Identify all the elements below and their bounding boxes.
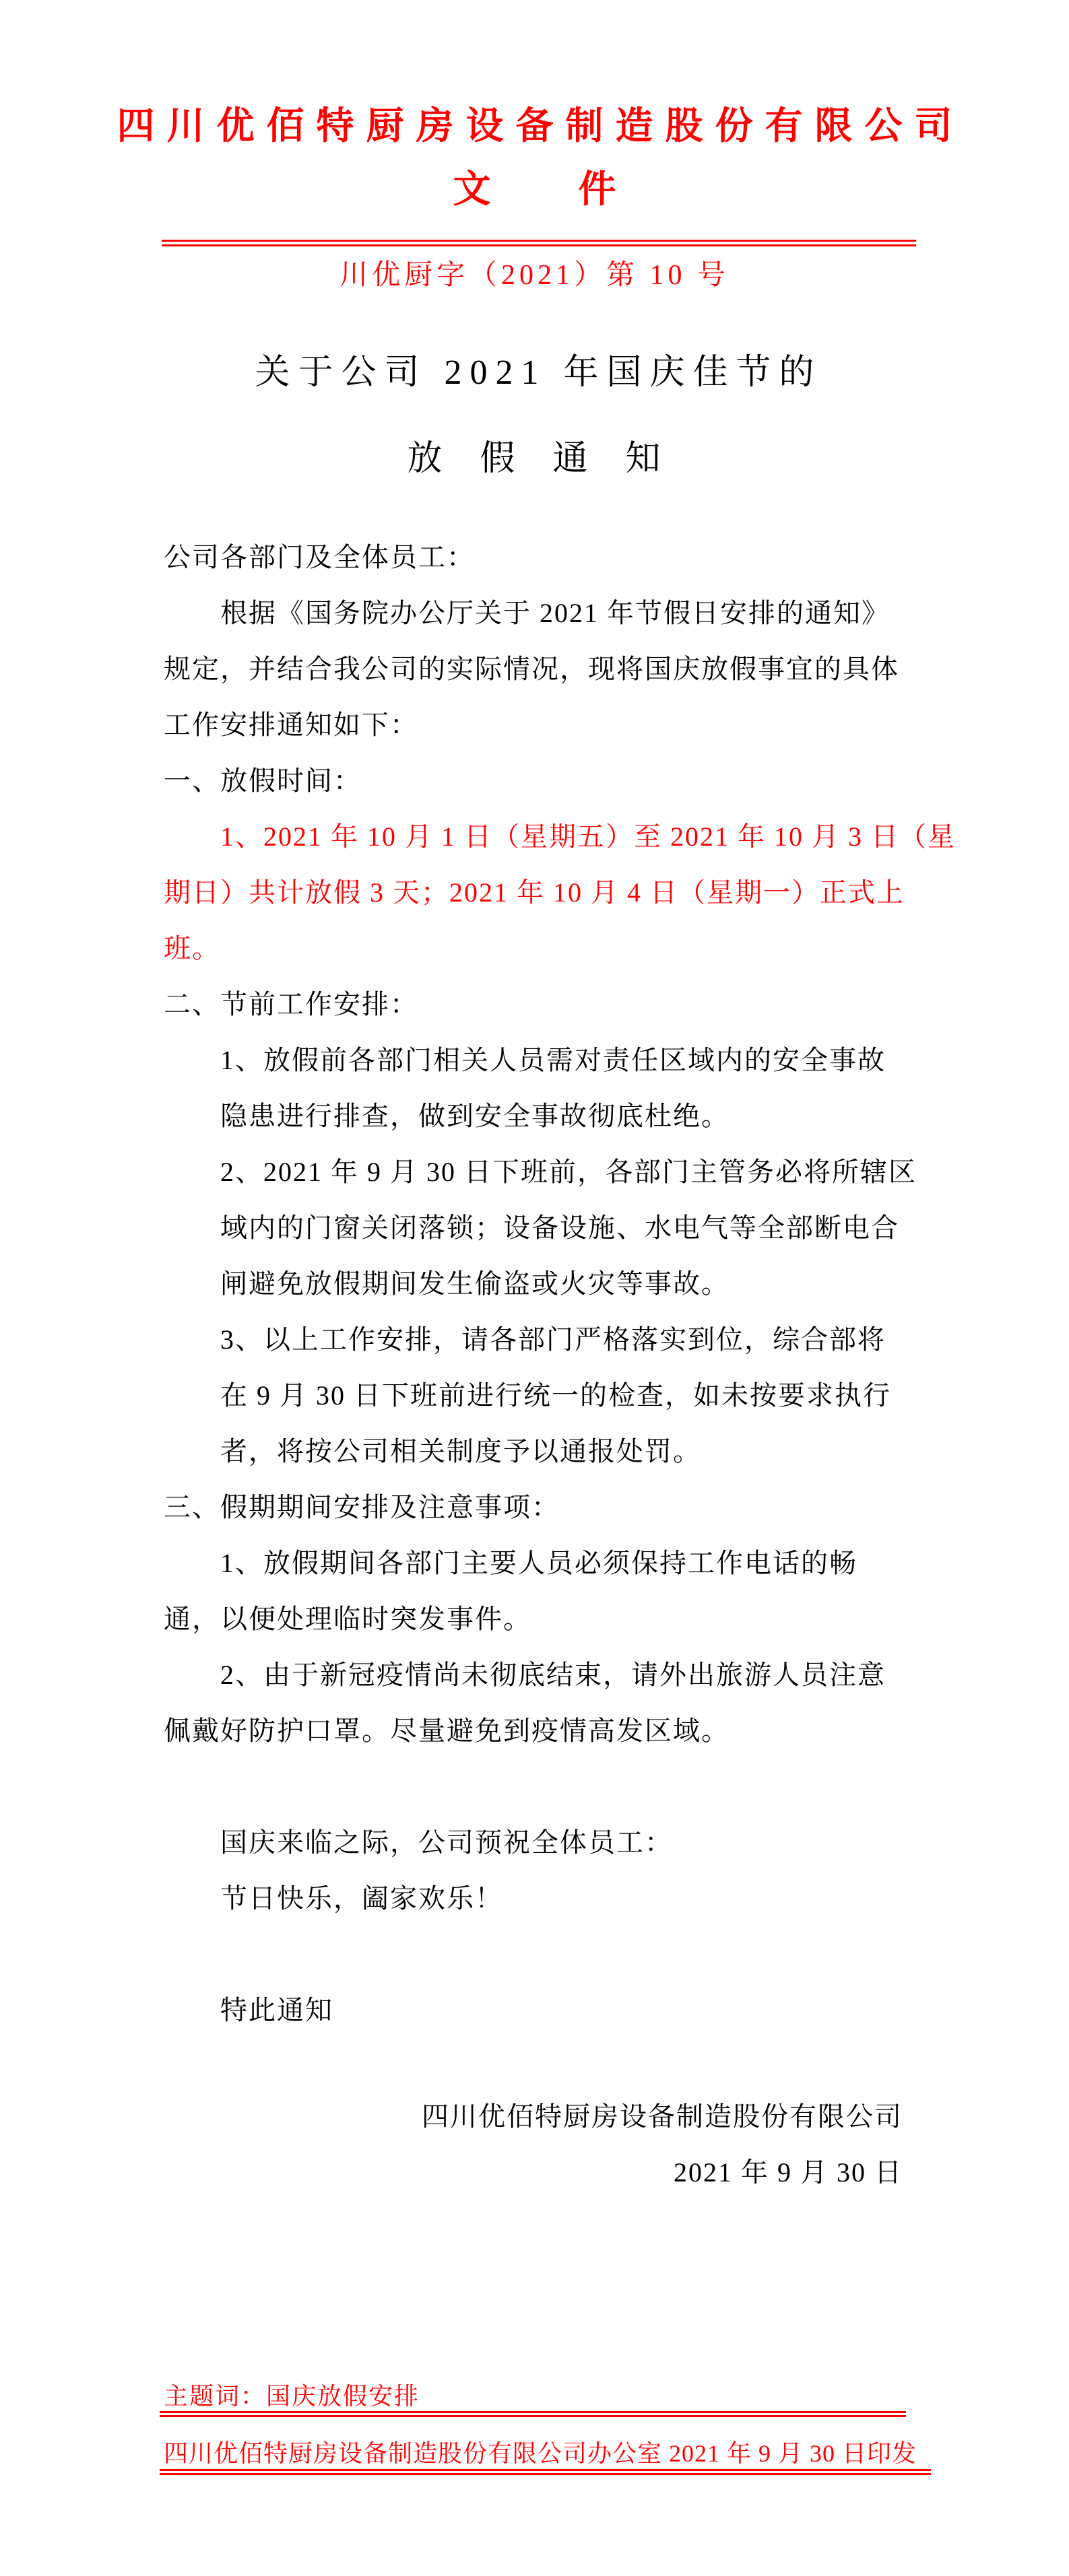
signature-date: 2021 年 9 月 30 日 — [674, 2157, 903, 2188]
notice-title-line-1: 关于公司 2021 年国庆佳节的 — [255, 353, 822, 392]
body-line: 者，将按公司相关制度予以通报处罚。 — [220, 1436, 701, 1466]
body-line-greeting: 节日快乐，阖家欢乐！ — [220, 1883, 503, 1913]
body-line: 2、2021 年 9 月 30 日下班前，各部门主管务必将所辖区 — [220, 1157, 917, 1187]
body-line: 佩戴好防护口罩。尽量避免到疫情高发区域。 — [164, 1716, 730, 1746]
body-line-section-heading: 二、节前工作安排： — [164, 989, 418, 1019]
body-line-closing: 特此通知 — [220, 1995, 333, 2025]
body-line: 1、放假前各部门相关人员需对责任区域内的安全事故 — [220, 1045, 886, 1075]
body-line: 根据《国务院办公厅关于 2021 年节假日安排的通知》 — [220, 598, 890, 628]
footer-issuer-line: 四川优佰特厨房设备制造股份有限公司办公室 2021 年 9 月 30 日印发 — [164, 2440, 917, 2467]
footer-separator-rule-1 — [160, 2411, 906, 2417]
body-line: 公司各部门及全体员工： — [164, 542, 475, 572]
body-line-section-heading: 三、假期期间安排及注意事项： — [164, 1492, 560, 1522]
notice-title-line-2: 放 假 通 知 — [407, 440, 662, 478]
notice-body — [164, 529, 956, 2038]
body-line-blank — [164, 1926, 925, 1982]
body-line-holiday-dates: 班。 — [164, 933, 220, 963]
header-company-name: 四川优佰特厨房设备制造股份有限公司 — [117, 106, 965, 147]
footer-subject-line: 主题词：国庆放假安排 — [164, 2383, 420, 2410]
body-line: 1、放假期间各部门主要人员必须保持工作电话的畅 — [220, 1548, 857, 1578]
header-doc-type: 文件 — [453, 169, 704, 211]
body-line: 规定，并结合我公司的实际情况，现将国庆放假事宜的具体 — [164, 654, 899, 684]
doc-number: 川优厨字（2021）第 10 号 — [339, 260, 730, 291]
signature-block — [164, 2089, 903, 2200]
body-line: 工作安排通知如下： — [164, 710, 418, 740]
body-line-blank — [164, 1759, 925, 1815]
body-line: 域内的门窗关闭落锁；设备设施、水电气等全部断电合 — [220, 1213, 899, 1243]
body-line: 在 9 月 30 日下班前进行统一的检查，如未按要求执行 — [220, 1380, 891, 1411]
body-line: 隐患进行排查，做到安全事故彻底杜绝。 — [220, 1101, 730, 1131]
signature-company: 四川优佰特厨房设备制造股份有限公司 — [422, 2101, 903, 2132]
body-line: 通，以便处理临时突发事件。 — [164, 1604, 531, 1634]
header-separator-rule — [162, 240, 916, 246]
body-line: 闸避免放假期间发生偷盗或火灾等事故。 — [220, 1268, 730, 1299]
body-line-greeting: 国庆来临之际，公司预祝全体员工： — [220, 1827, 673, 1858]
footer-separator-rule-2 — [160, 2469, 931, 2475]
body-line: 3、以上工作安排，请各部门严格落实到位，综合部将 — [220, 1324, 886, 1355]
body-line-holiday-dates: 期日）共计放假 3 天；2021 年 10 月 4 日（星期一）正式上 — [164, 877, 905, 908]
body-line: 2、由于新冠疫情尚未彻底结束，请外出旅游人员注意 — [220, 1660, 886, 1690]
body-line-section-heading: 一、放假时间： — [164, 766, 362, 796]
body-line-holiday-dates: 1、2021 年 10 月 1 日（星期五）至 2021 年 10 月 3 日（星 — [220, 821, 956, 852]
